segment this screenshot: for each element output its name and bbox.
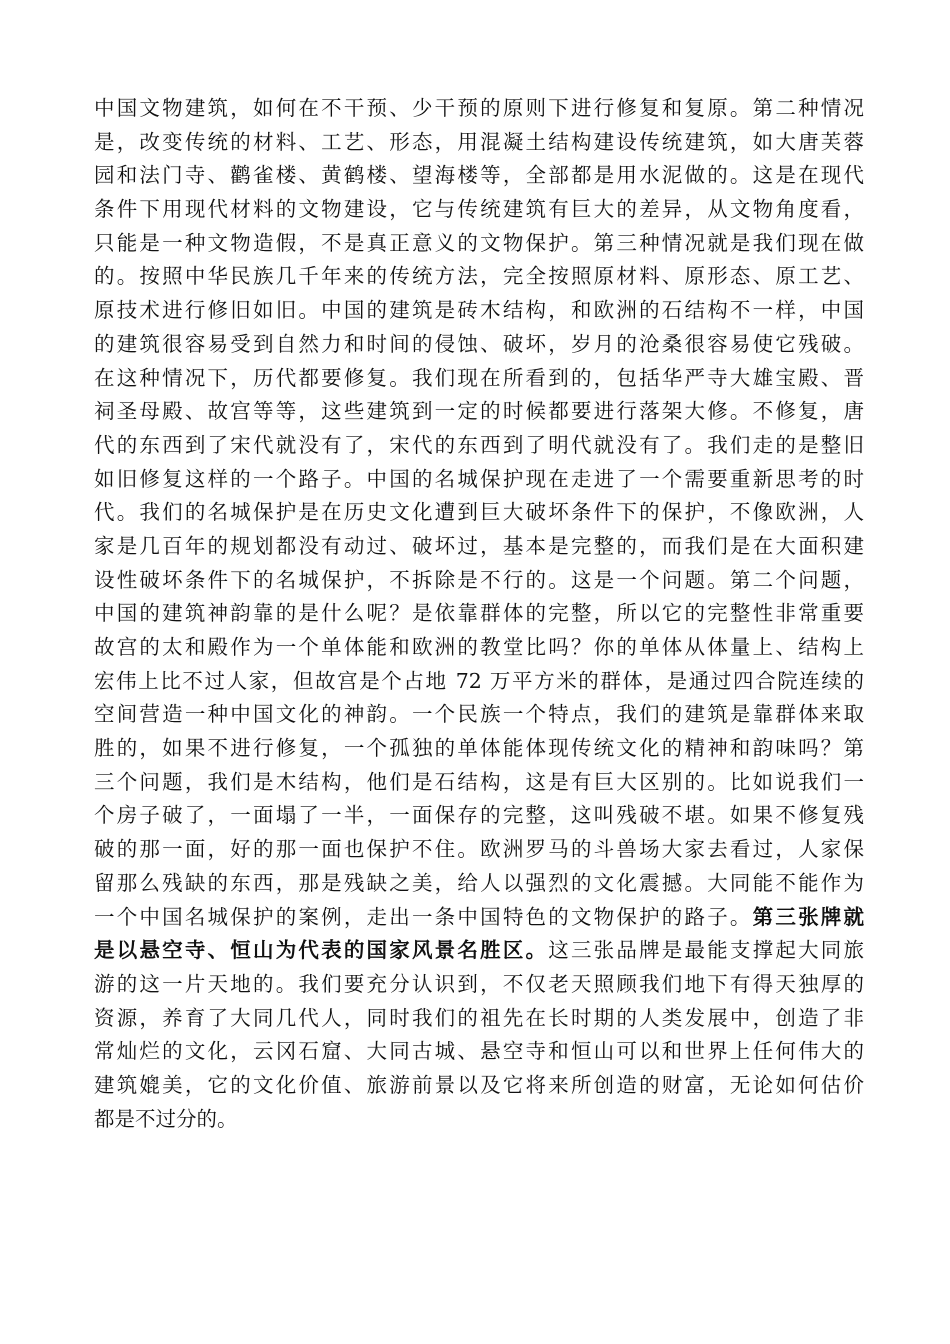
text-line: 三个问题，我们是木结构，他们是石结构，这是有巨大区别的。比如说我们一 [94,769,864,794]
text-line: 破的那一面，好的那一面也保护不住。欧洲罗马的斗兽场大家去看过，人家保 [94,837,864,862]
text-line: 是，改变传统的材料、工艺、形态，用混凝土结构建设传统建筑，如大唐芙蓉 [94,129,864,154]
body-text [94,92,864,1136]
text-segment: 这三张品牌是最能支撑起大同旅 [548,938,865,963]
bold-heading-segment: 是以悬空寺、恒山为代表的国家风景名胜区。 [94,938,549,963]
text-line: 家是几百年的规划都没有动过、破坏过，基本是完整的，而我们是在大面积建 [94,533,864,558]
text-line: 宏伟上比不过人家，但故宫是个占地 72 万平方米的群体，是通过四合院连续的 [94,668,864,693]
text-line: 常灿烂的文化，云冈石窟、大同古城、悬空寺和恒山可以和世界上任何伟大的 [94,1039,864,1064]
text-line: 故宫的太和殿作为一个单体能和欧洲的教堂比吗？你的单体从体量上、结构上 [94,635,864,659]
text-line [94,901,864,935]
text-line: 条件下用现代材料的文物建设，它与传统建筑有巨大的差异，从文物角度看， [94,197,864,222]
text-line: 的。按照中华民族几千年来的传统方法，完全按照原材料、原形态、原工艺、 [94,264,864,289]
text-line: 游的这一片天地的。我们要充分认识到，不仅老天照顾我们地下有得天独厚的 [94,971,864,996]
text-line: 建筑媲美，它的文化价值、旅游前景以及它将来所创造的财富，无论如何估价 [94,1072,864,1097]
text-line: 原技术进行修旧如旧。中国的建筑是砖木结构，和欧洲的石结构不一样，中国 [94,298,864,323]
text-line: 设性破坏条件下的名城保护，不拆除是不行的。这是一个问题。第二个问题， [94,567,864,592]
text-line: 祠圣母殿、故宫等等，这些建筑到一定的时候都要进行落架大修。不修复，唐 [94,399,864,424]
bold-heading-segment: 第三张牌就 [752,904,865,929]
text-line: 在这种情况下，历代都要修复。我们现在所看到的，包括华严寺大雄宝殿、晋 [94,365,864,390]
text-line [94,934,864,968]
text-line: 空间营造一种中国文化的神韵。一个民族一个特点，我们的建筑是靠群体来取 [94,702,864,727]
text-line: 个房子破了，一面塌了一半，一面保存的完整，这叫残破不堪。如果不修复残 [94,803,864,828]
text-line: 园和法门寺、鹳雀楼、黄鹤楼、望海楼等，全部都是用水泥做的。这是在现代 [94,163,864,188]
text-segment: 一个中国名城保护的案例，走出一条中国特色的文物保护的路子。 [94,904,753,929]
text-line: 都是不过分的。 [94,1106,238,1131]
text-line: 的建筑很容易受到自然力和时间的侵蚀、破坏，岁月的沧桑很容易使它残破。 [94,331,864,356]
text-line: 中国文物建筑，如何在不干预、少干预的原则下进行修复和复原。第二种情况 [94,96,864,120]
text-line: 资源，养育了大同几代人，同时我们的祖先在长时期的人类发展中，创造了非 [94,1005,864,1030]
text-line: 中国的建筑神韵靠的是什么呢？是依靠群体的完整，所以它的完整性非常重要 [94,601,864,626]
text-line: 如旧修复这样的一个路子。中国的名城保护现在走进了一个需要重新思考的时 [94,466,864,491]
text-line: 代的东西到了宋代就没有了，宋代的东西到了明代就没有了。我们走的是整旧 [94,432,864,457]
text-line: 只能是一种文物造假，不是真正意义的文物保护。第三种情况就是我们现在做 [94,230,864,255]
text-line: 留那么残缺的东西，那是残缺之美，给人以强烈的文化震撼。大同能不能作为 [94,870,864,895]
text-line: 代。我们的名城保护是在历史文化遭到巨大破坏条件下的保护，不像欧洲，人 [94,500,864,525]
text-line: 胜的，如果不进行修复，一个孤独的单体能体现传统文化的精神和韵味吗？第 [94,736,864,761]
